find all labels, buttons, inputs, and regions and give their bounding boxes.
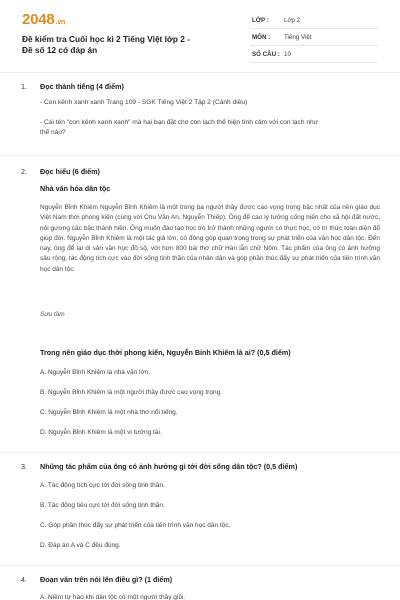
passage-source: Sưu tầm: [40, 311, 65, 318]
question-number: 1.: [21, 82, 27, 91]
question-title: Đọc hiểu (6 điểm): [40, 167, 100, 176]
sub-question: Trong nền giáo dục thời phong kiến, Nguyễn Bỉnh Khiêm là ai? (0,5 điểm): [40, 348, 291, 357]
question-number: 4.: [21, 575, 27, 584]
question-line: - Cái tên "con kênh xanh xanh" mà hai bạn đặt cho con lạch thể hiện tình cảm với con lạch như: [40, 119, 319, 126]
meta-value: 10: [284, 51, 291, 58]
question-number: 2.: [21, 167, 27, 176]
section-divider: [0, 565, 400, 566]
meta-row-count: [250, 46, 378, 63]
meta-row-subject: [250, 29, 378, 46]
header-divider: [0, 72, 400, 73]
meta-value: Tiếng Việt: [284, 34, 312, 41]
logo-text: 2048: [22, 11, 55, 28]
answer-option-c[interactable]: C. Góp phần thúc đẩy sự phát triển của tiến trình văn học dân tộc.: [40, 522, 231, 529]
meta-value: Lớp 2: [284, 17, 301, 24]
reading-passage: Nguyễn Bỉnh Khiêm Nguyễn Bỉnh Khiêm là một trong ba người thầy được cao vọng trong bậc nhất của nền giáo dục Việt Nam thời phong kiến (cùng với Chu Văn An, Nguyễn Thiếp). Ông để cao lý tưởng cống hiến cho xã hội đất nước, nói gương các bậc thánh hiền. Ông muốn đào tạo học trò trở thành những người có thực học, có trí thức toàn diện để giúp đời. Nguyễn Bỉnh Khiêm là một tác giả lớn, có đóng góp quan trọng trong sự phát triển của văn học dân tộc. Đến nay, ông để lại di sản văn học đồ sộ, với hơn 800 bài thơ chữ Hán lẫn chữ Nôm. Tác phẩm của ông có ảnh hưởng sâu rộng, tác động tích cực vào đời sống tinh thần của nhân dân và góp phần thúc đẩy sự phát triển của tiến trình văn học dân tộc.: [40, 204, 380, 273]
question-title: Đọc thành tiếng (4 điểm): [40, 82, 124, 91]
section-divider: [0, 452, 400, 453]
passage-title: Nhà văn hóa dân tộc: [40, 184, 111, 193]
answer-option-d[interactable]: D. Đáp án A và C đều đúng.: [40, 542, 121, 549]
logo-tld: .vn: [55, 19, 66, 26]
answer-option-b[interactable]: B. Nguyễn Bỉnh Khiêm là một người thầy được cao vọng trọng.: [40, 389, 222, 396]
meta-row-grade: [250, 12, 378, 29]
answer-option-d[interactable]: D. Nguyễn Bỉnh Khiêm là một vị tướng tài.: [40, 429, 162, 436]
meta-table: [250, 12, 378, 63]
section-divider: [0, 155, 400, 156]
question-number: 3.: [21, 462, 27, 471]
answer-option-a[interactable]: A. Nguyễn Bỉnh Khiêm là nhà văn lớn.: [40, 369, 151, 376]
page-header: [0, 0, 400, 66]
meta-key: MÔN :: [252, 34, 271, 41]
meta-key: LỚP :: [252, 17, 269, 24]
answer-option-b[interactable]: B. Tác động tiêu cực tới đời sống tinh thần.: [40, 502, 165, 509]
answer-option-a[interactable]: A. Niềm tự hào khi dân tộc có một người thầy giỏi.: [40, 594, 186, 600]
answer-option-a[interactable]: A. Tác động tích cực tới đời sống tinh thần.: [40, 482, 165, 489]
page-title: Đề kiểm tra Cuối học kì 2 Tiếng Việt lớp 2 - Đề số 12 có đáp án: [22, 34, 190, 55]
meta-key: SỐ CÂU :: [252, 51, 280, 58]
answer-option-c[interactable]: C. Nguyễn Bỉnh Khiêm là một nhà thơ nổi tiếng.: [40, 409, 178, 416]
question-title: Đoạn văn trên nói lên điều gì? (1 điểm): [40, 575, 173, 584]
question-title: Những tác phẩm của ông có ảnh hưởng gì tới đời sống dân tộc? (0,5 điểm): [40, 462, 298, 471]
question-line: - Con kênh xanh xanh Trang 109 - SGK Tiếng Việt 2 Tập 2 (Cánh diều): [40, 99, 248, 106]
site-logo[interactable]: [22, 11, 65, 28]
question-line: thế nào?: [40, 129, 66, 136]
